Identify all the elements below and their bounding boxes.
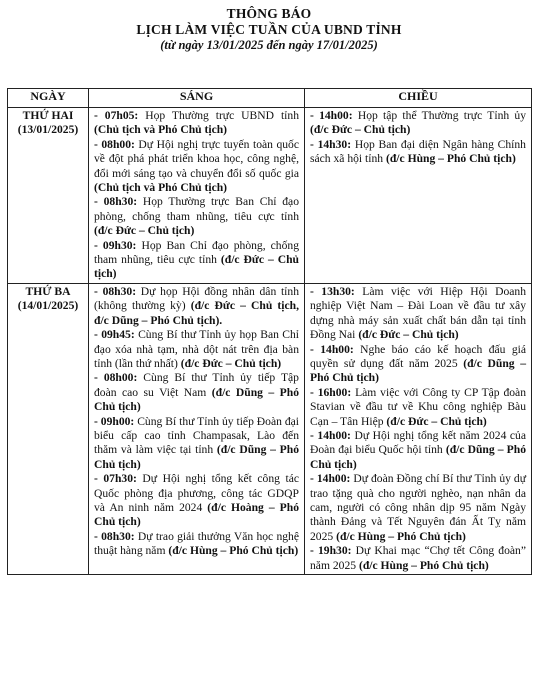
event-description: Cùng Bí thư Tỉnh ủy tiếp Tập đoàn cao su Việt Nam <box>94 371 299 399</box>
event-description: Dự Khai mạc “Chợ tết Công đoàn” năm 2025 <box>310 544 526 572</box>
event-item <box>310 343 526 386</box>
event-time: - 09h45: <box>94 328 135 342</box>
column-header-afternoon: CHIỀU <box>305 89 532 108</box>
day-name: THỨ BA <box>25 284 71 298</box>
day-date: (14/01/2025) <box>17 299 79 313</box>
document-header <box>0 0 538 53</box>
event-description: Dự Hội nghị tổng kết công tác Quốc phòng địa phương, công tác GDQP và An ninh năm 2024 <box>94 472 299 514</box>
event-attendees: (đ/c Hùng – Phó Chủ tịch) <box>358 558 489 572</box>
event-time: - 14h30: <box>310 137 352 151</box>
event-attendees: (đ/c Dũng – Phó Chủ tịch) <box>310 356 526 385</box>
event-item <box>94 138 299 196</box>
event-time: - 08h00: <box>94 137 135 151</box>
event-attendees: (đ/c Dũng – Phó Chủ tịch) <box>94 443 299 471</box>
date-range: (từ ngày 13/01/2025 đến ngày 17/01/2025) <box>160 38 378 52</box>
event-description: Dự họp Hội đồng nhân dân tỉnh (không thường kỳ) <box>94 284 299 313</box>
column-header-day: NGÀY <box>8 89 89 108</box>
event-attendees: (đ/c Hùng – Phó Chủ tịch) <box>386 152 516 166</box>
day-cell <box>8 108 89 284</box>
event-time: - 14h00: <box>310 109 353 122</box>
notice-title: THÔNG BÁO <box>226 6 312 21</box>
event-item <box>94 530 299 559</box>
event-item <box>310 386 526 429</box>
event-attendees: (đ/c Đức – Chủ tịch, đ/c Dũng – Phó Chủ tịch). <box>94 299 299 327</box>
day-name: THỨ HAI <box>22 109 74 122</box>
event-attendees: (đ/c Hùng – Phó Chủ tịch) <box>168 544 299 558</box>
table-row <box>8 283 532 574</box>
afternoon-cell <box>305 283 532 574</box>
event-description: Họp Thường trực Ban Chỉ đạo phòng, chống tham nhũng, tiêu cực tỉnh <box>94 195 299 223</box>
event-item <box>310 138 526 167</box>
event-description: Họp Thường trực UBND tỉnh <box>138 109 299 122</box>
event-time: - 08h30: <box>94 195 138 209</box>
event-attendees: (đ/c Đức – Chủ tịch) <box>310 123 411 137</box>
event-item <box>94 285 299 328</box>
table-row <box>8 108 532 284</box>
event-attendees: (đ/c Đức – Chủ tịch) <box>94 253 299 281</box>
morning-cell <box>89 108 305 284</box>
afternoon-cell <box>305 108 532 284</box>
event-item <box>94 195 299 238</box>
event-time: - 08h30: <box>94 284 137 298</box>
event-time: - 14h00: <box>310 428 351 442</box>
event-description: Họp Ban đại diện Ngân hàng Chính sách xã hội tỉnh <box>310 137 526 166</box>
event-attendees: (Chủ tịch và Phó Chủ tịch) <box>94 181 228 195</box>
event-description: Dự đoàn Đồng chí Bí thư Tỉnh ủy dự trao tặng quà cho người nghèo, nạn nhân da cam, người có công nhân dịp 95 năm Ngày thành Đảng và Tết Nguyên đán Ất Tỵ năm 2025 <box>310 472 526 543</box>
event-item <box>94 415 299 473</box>
schedule-table <box>7 88 532 575</box>
event-time: - 16h00: <box>310 385 352 399</box>
event-item <box>310 109 526 138</box>
event-description: Nghe báo cáo kế hoạch đấu giá quyền sử dụng đất năm 2025 <box>310 342 526 370</box>
header-row <box>8 89 532 108</box>
event-attendees: (Chủ tịch và Phó Chủ tịch) <box>94 123 228 137</box>
event-item <box>310 544 526 573</box>
event-item <box>94 371 299 414</box>
event-attendees: (đ/c Đức – Chủ tịch) <box>358 328 459 342</box>
column-header-morning: SÁNG <box>89 89 305 108</box>
event-description: Dự trao giải thưởng Văn học nghệ thuật hàng năm <box>94 529 300 558</box>
event-description: Họp Ban Chỉ đạo phòng, chống tham nhũng, tiêu cực tỉnh <box>94 238 299 267</box>
event-description: Cùng Bí thư Tỉnh ủy họp Ban Chỉ đạo xóa nhà tạm, nhà dột nát trên địa bàn tỉnh (lần thứ nhất) <box>94 328 299 370</box>
event-attendees: (đ/c Hoàng – Phó Chủ tịch) <box>94 500 299 529</box>
event-time: - 08h00: <box>94 371 138 385</box>
event-attendees: (đ/c Đức – Chủ tịch) <box>180 356 282 370</box>
event-description: Họp tập thể Thường trực Tỉnh ủy <box>352 109 526 122</box>
event-item <box>94 239 299 282</box>
event-time: - 14h00: <box>310 472 351 486</box>
event-time: - 19h30: <box>310 544 352 558</box>
event-time: - 13h30: <box>310 284 355 298</box>
event-item <box>94 328 299 371</box>
event-time: - 09h30: <box>94 238 137 252</box>
event-time: - 14h00: <box>310 342 354 356</box>
event-description: Làm việc với Hiệp Hội Doanh nghiệp Việt Nam – Đài Loan về đầu tư xây dựng nhà máy sản xuất chất bán dẫn tại tỉnh Đồng Nai <box>310 284 526 342</box>
event-item <box>310 472 526 544</box>
event-attendees: (đ/c Hùng – Phó Chủ tịch) <box>336 529 466 543</box>
event-item <box>310 429 526 472</box>
day-cell <box>8 283 89 574</box>
event-time: - 09h00: <box>94 414 135 428</box>
event-time: - 07h05: <box>94 109 139 122</box>
event-item <box>310 285 526 343</box>
event-item <box>94 109 299 138</box>
event-item <box>94 472 299 530</box>
event-description: Dự Hội nghị trực tuyến toàn quốc về đột phá phát triển khoa học, công nghệ, đổi mới sáng tạo và chuyển đổi số quốc gia <box>94 137 299 180</box>
day-date: (13/01/2025) <box>17 123 79 137</box>
event-description: Cùng Bí thư Tỉnh ủy tiếp Đoàn đại biểu cấp cao tỉnh Champasak, Lào đến thăm và làm việc tại tỉnh <box>94 414 299 457</box>
event-attendees: (đ/c Đức – Chủ tịch) <box>94 224 195 238</box>
event-time: - 07h30: <box>94 472 137 486</box>
event-description: Làm việc với Công ty CP Tập đoàn Stavian về đầu tư về Khu công nghiệp Bàu Cạn – Tân Hiệp <box>310 385 526 428</box>
event-attendees: (đ/c Đức – Chủ tịch) <box>386 414 487 428</box>
notice-subtitle: LỊCH LÀM VIỆC TUẦN CỦA UBND TỈNH <box>136 22 402 37</box>
event-attendees: (đ/c Dũng – Phó Chủ tịch) <box>310 443 527 471</box>
event-attendees: (đ/c Dũng – Phó Chủ tịch) <box>94 385 299 414</box>
morning-cell <box>89 283 305 574</box>
event-time: - 08h30: <box>94 529 135 543</box>
event-description: Dự Hội nghị tổng kết năm 2024 của Đoàn đại biểu Quốc hội tỉnh <box>310 428 527 457</box>
